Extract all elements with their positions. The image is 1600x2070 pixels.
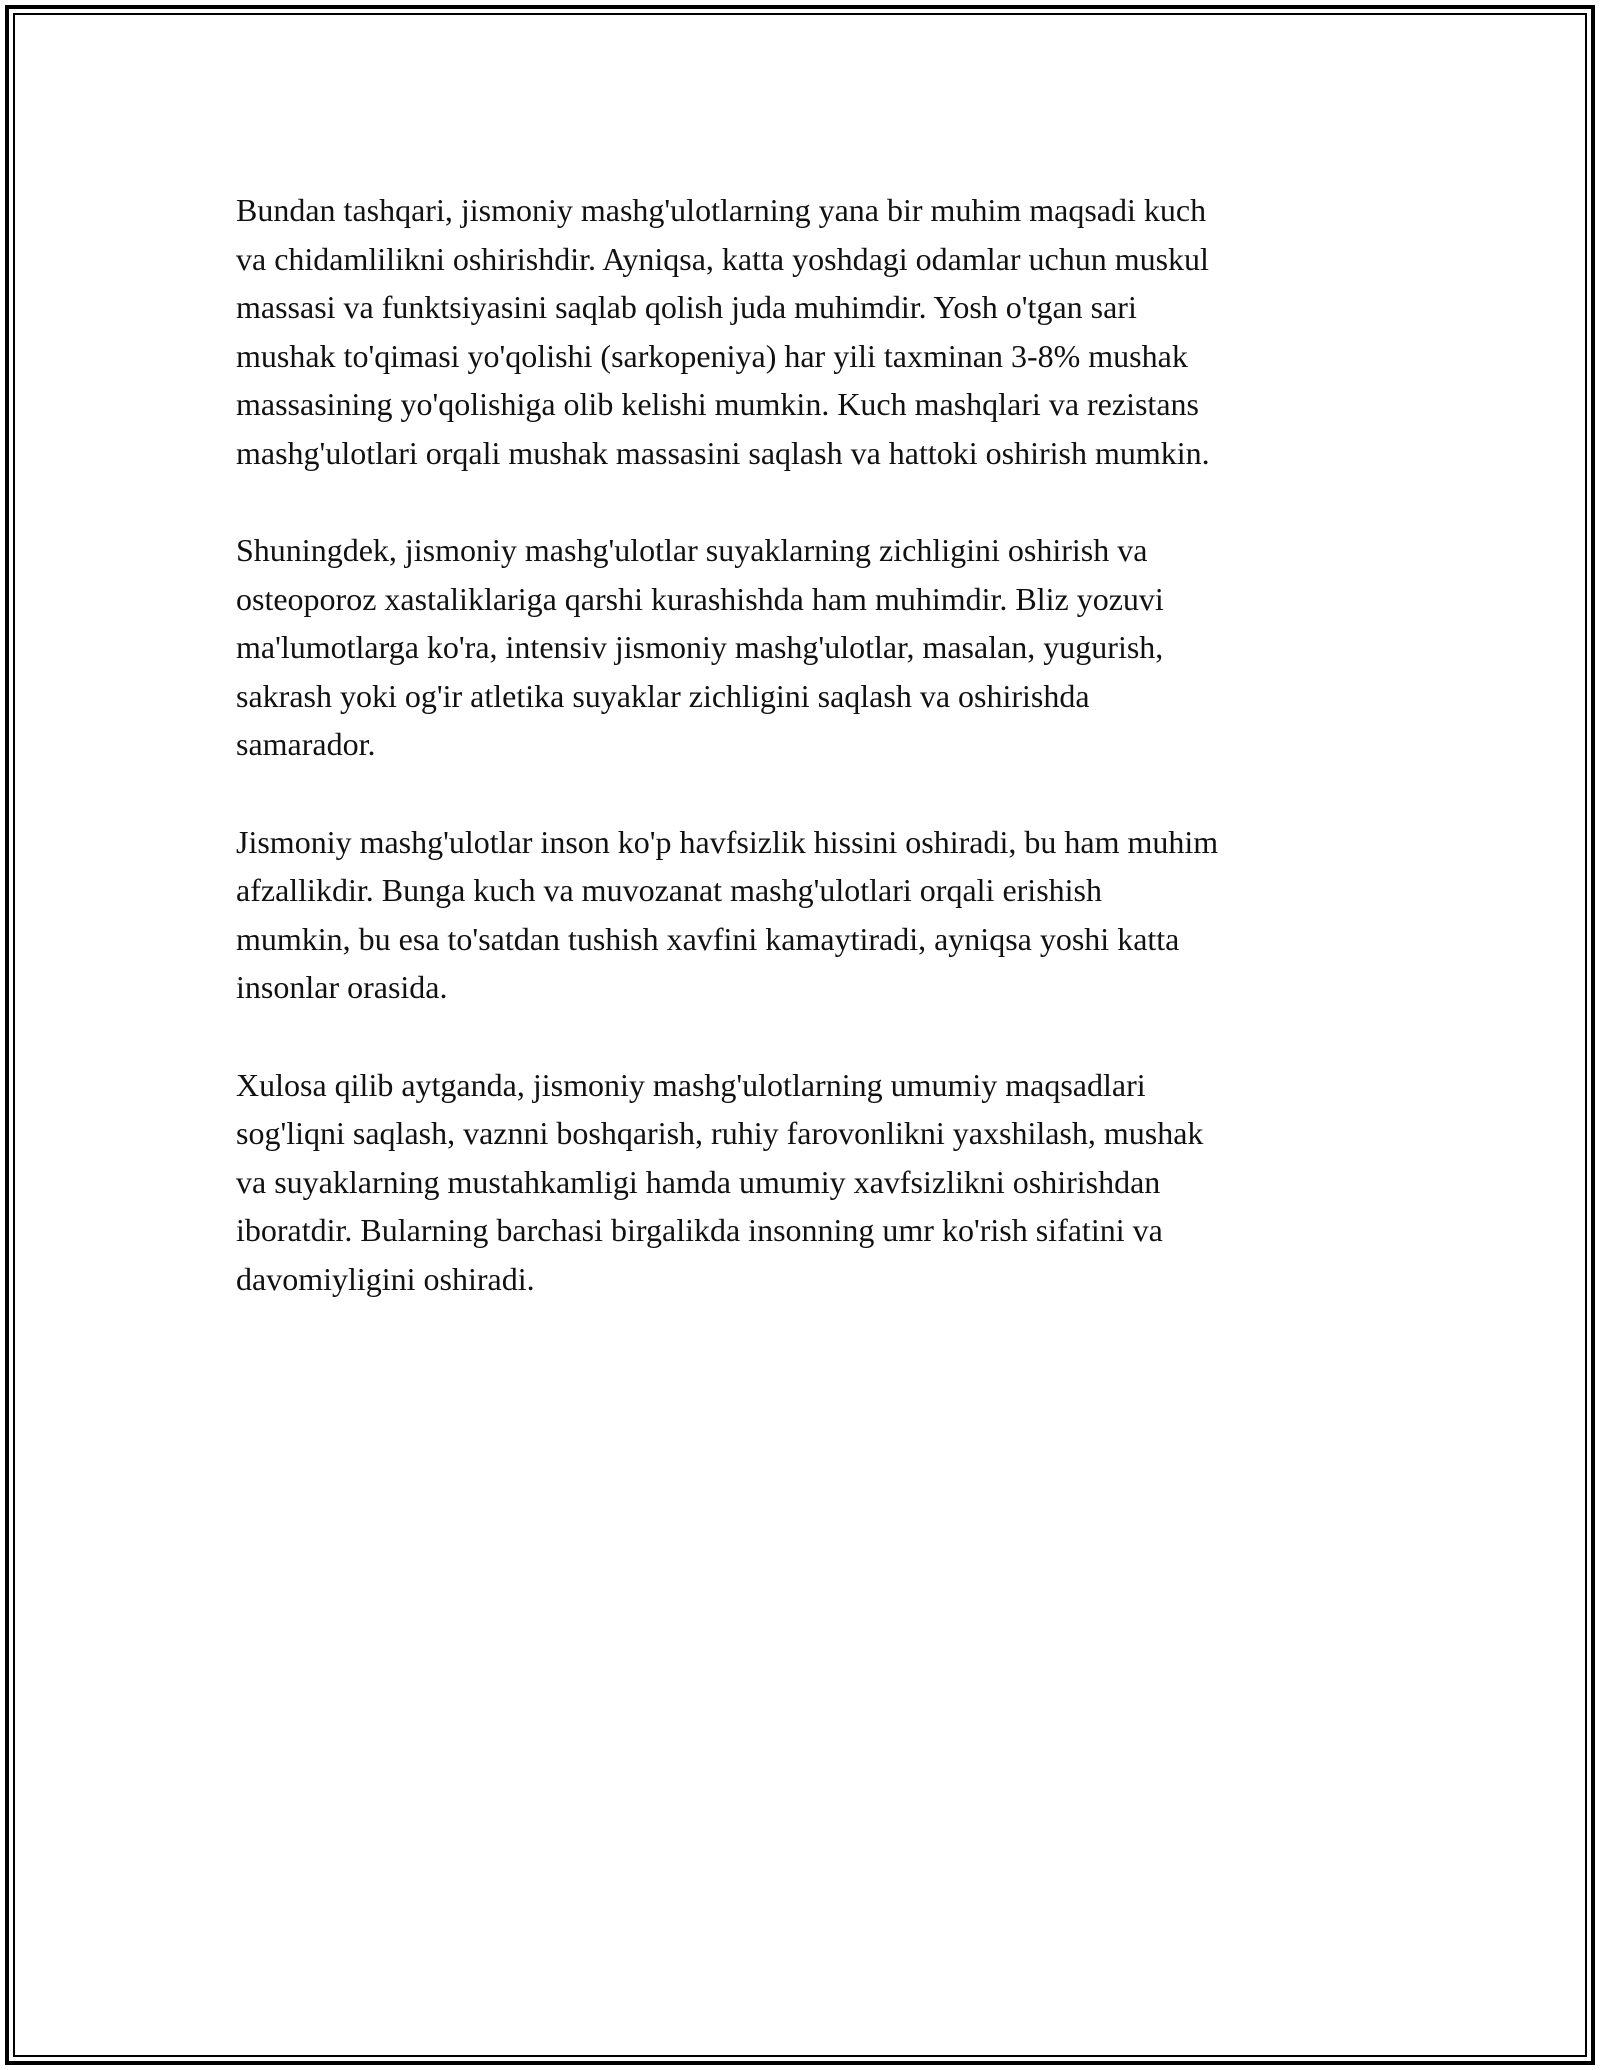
paragraph-safety: [236, 818, 1396, 1012]
paragraph-conclusion: [236, 1061, 1396, 1304]
text-line: va suyaklarning mustahkamligi hamda umumiy xavfsizlikni oshirishdan: [236, 1163, 1161, 1200]
text-line: sakrash yoki og'ir atletika suyaklar zichligini saqlash va oshirishda: [236, 677, 1090, 714]
paragraph-strength: [236, 186, 1396, 477]
text-line: ma'lumotlarga ko'ra, intensiv jismoniy mashg'ulotlar, masalan, yugurish,: [236, 629, 1164, 665]
text-line: Xulosa qilib aytganda, jismoniy mashg'ulotlarning umumiy maqsadlari: [236, 1066, 1146, 1103]
paragraph-bone-density: [236, 526, 1396, 769]
text-line: mumkin, bu esa to'satdan tushish xavfini kamaytiradi, ayniqsa yoshi katta: [236, 920, 1180, 957]
text-line: Shuningdek, jismoniy mashg'ulotlar suyaklarning zichligini oshirish va: [236, 532, 1148, 568]
text-line: davomiyligini oshiradi.: [236, 1260, 535, 1297]
text-line: massasining yo'qolishiga olib kelishi mumkin. Kuch mashqlari va rezistans: [236, 386, 1199, 422]
text-line: samarador.: [236, 726, 376, 762]
text-line: Jismoniy mashg'ulotlar inson ko'p havfsizlik hissini oshiradi, bu ham muhim: [236, 823, 1219, 860]
text-line: insonlar orasida.: [236, 969, 448, 1005]
text-line: va chidamlilikni oshirishdir. Ayniqsa, katta yoshdagi odamlar uchun muskul: [236, 240, 1209, 277]
text-line: osteoporoz xastaliklariga qarshi kurashishda ham muhimdir. Bliz yozuvi: [236, 580, 1164, 617]
document-body: [236, 186, 1396, 1352]
text-line: afzallikdir. Bunga kuch va muvozanat mashg'ulotlari orqali erishish: [236, 872, 1102, 908]
text-line: Bundan tashqari, jismoniy mashg'ulotlarning yana bir muhim maqsadi kuch: [236, 192, 1207, 228]
text-line: mushak to'qimasi yo'qolishi (sarkopeniya) har yili taxminan 3-8% mushak: [236, 337, 1188, 374]
text-line: massasi va funktsiyasini saqlab qolish juda muhimdir. Yosh o'tgan sari: [236, 289, 1137, 325]
text-line: mashg'ulotlari orqali mushak massasini saqlash va hattoki oshirish mumkin.: [236, 434, 1210, 471]
text-line: iboratdir. Bularning barchasi birgalikda insonning umr ko'rish sifatini va: [236, 1212, 1163, 1248]
text-line: sog'liqni saqlash, vaznni boshqarish, ruhiy farovonlikni yaxshilash, mushak: [236, 1115, 1204, 1151]
